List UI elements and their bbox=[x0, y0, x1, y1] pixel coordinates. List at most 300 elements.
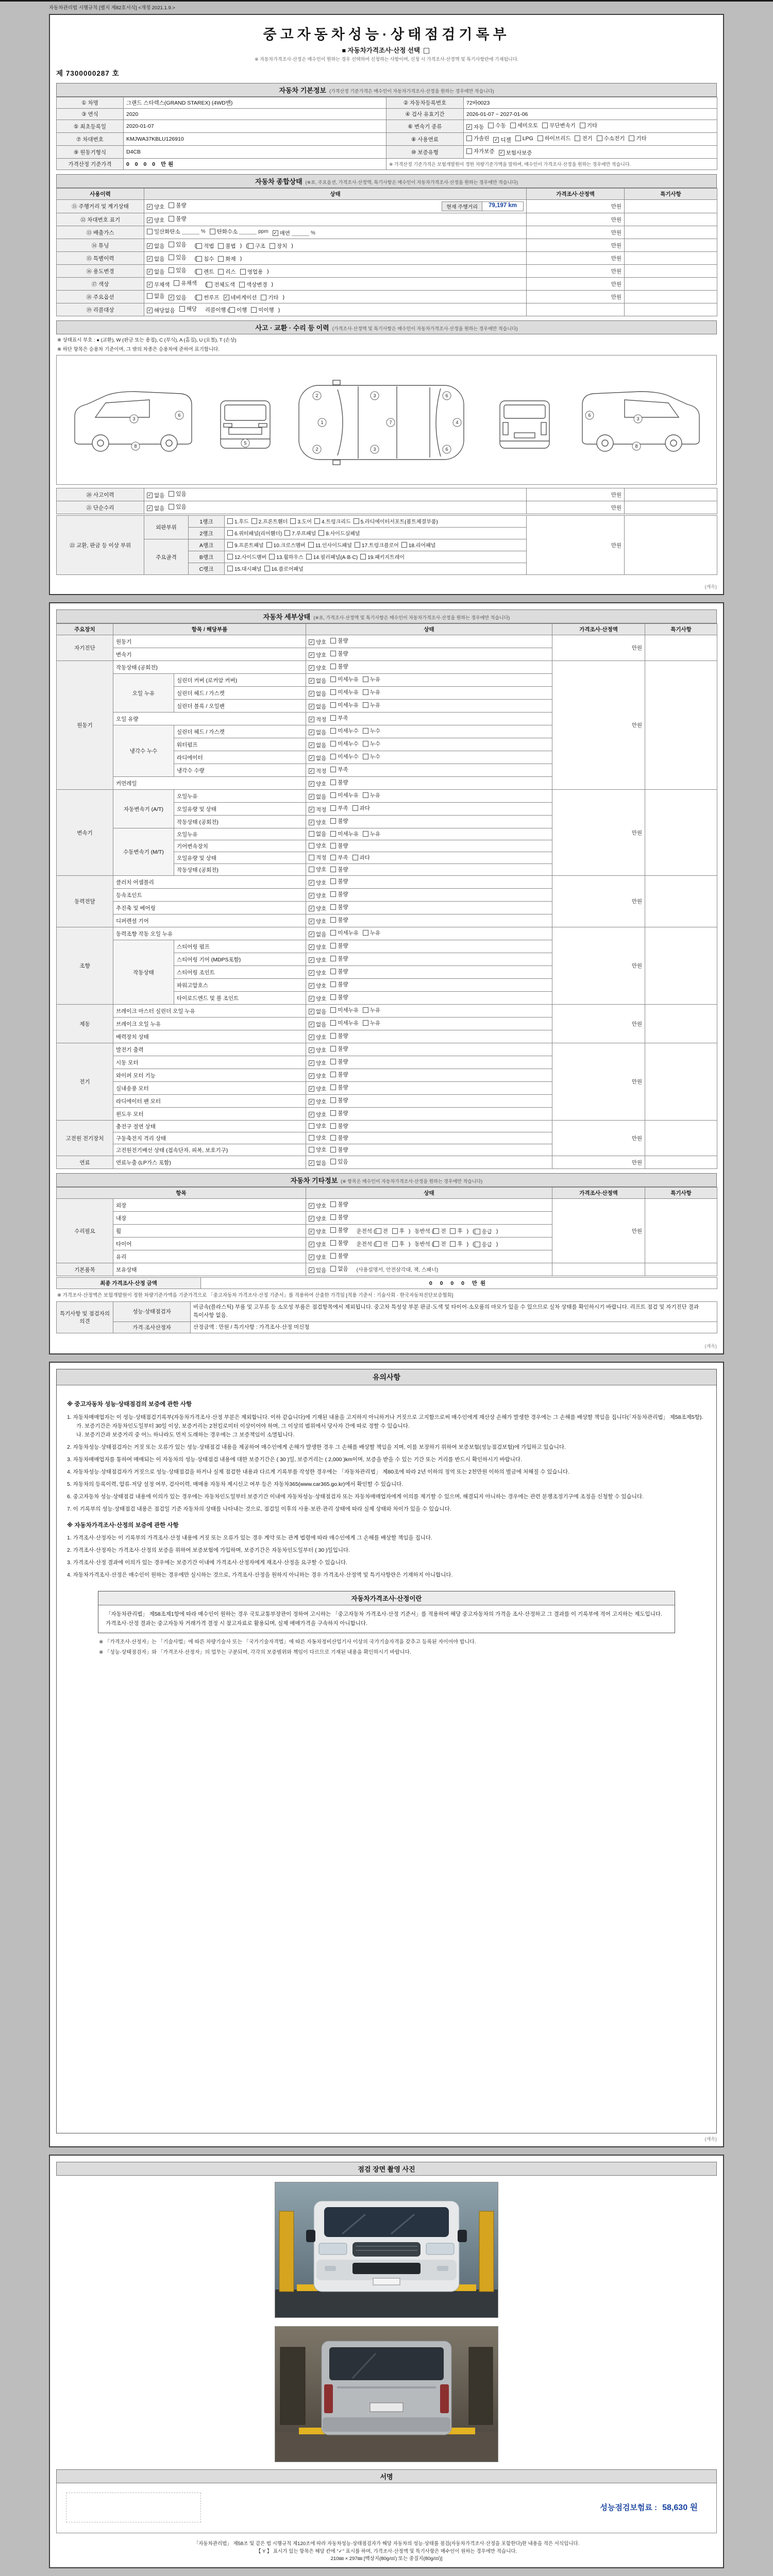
checkbox-mark bbox=[330, 943, 336, 948]
checkbox-미세누유[interactable] bbox=[330, 929, 359, 937]
state-cell bbox=[306, 840, 552, 852]
checkbox-label: 미세누수 bbox=[338, 741, 359, 747]
rank-items bbox=[225, 551, 527, 563]
checkbox-미세누수[interactable] bbox=[330, 740, 359, 748]
checkbox-label: 없음 bbox=[316, 704, 327, 710]
checkbox-미세누수[interactable] bbox=[330, 727, 359, 735]
checkbox-구조[interactable] bbox=[248, 242, 265, 250]
checkbox-일산화탄소[interactable] bbox=[147, 228, 206, 235]
checkbox-양호[interactable] bbox=[309, 1146, 326, 1154]
checkbox-mark bbox=[147, 229, 153, 234]
checkbox-누수[interactable] bbox=[363, 727, 380, 735]
checkbox-양호[interactable] bbox=[309, 866, 326, 873]
checkbox-label: 미이행 bbox=[258, 307, 274, 313]
checkbox-불량[interactable] bbox=[330, 663, 348, 670]
checkbox-누유[interactable] bbox=[363, 1006, 380, 1014]
checkbox-리스[interactable] bbox=[218, 268, 236, 276]
checkbox-이행[interactable] bbox=[229, 306, 247, 314]
checkbox-양호[interactable] bbox=[309, 664, 326, 672]
checkbox-불량[interactable] bbox=[169, 201, 186, 209]
checkbox-양호[interactable] bbox=[309, 1085, 326, 1093]
checkbox-유채색[interactable] bbox=[174, 279, 196, 287]
checkbox-미세누유[interactable] bbox=[330, 791, 359, 799]
checkbox-불량[interactable] bbox=[330, 1213, 348, 1221]
checkbox-불량[interactable] bbox=[330, 1071, 348, 1078]
checkbox-mark: ✓ bbox=[309, 1112, 314, 1117]
checkbox-양호[interactable] bbox=[309, 905, 326, 912]
checkbox-양호[interactable] bbox=[309, 1059, 326, 1067]
checkbox-미세누유[interactable] bbox=[330, 701, 359, 709]
checkbox-양호[interactable] bbox=[309, 956, 326, 964]
checkbox-미세누유[interactable] bbox=[330, 830, 359, 838]
checkbox-양호[interactable] bbox=[309, 995, 326, 1003]
checkbox-없음[interactable] bbox=[147, 492, 164, 499]
checkbox-13.휠하우스[interactable] bbox=[269, 553, 304, 561]
svg-text:6: 6 bbox=[588, 413, 591, 418]
checkbox-해당없음[interactable] bbox=[147, 307, 175, 314]
checkbox-미세누유[interactable] bbox=[330, 688, 359, 696]
checkbox-장치[interactable] bbox=[270, 242, 287, 250]
checkbox-하이브리드[interactable] bbox=[537, 134, 571, 142]
checkbox-있음[interactable] bbox=[169, 503, 186, 511]
checkbox-과다[interactable] bbox=[352, 854, 370, 861]
checkbox-없음[interactable] bbox=[309, 728, 326, 736]
checkbox-후[interactable] bbox=[450, 1240, 462, 1248]
checkbox-양호[interactable] bbox=[309, 1202, 326, 1210]
checkbox-양호[interactable] bbox=[147, 216, 164, 224]
checkbox-label: 1.후드 bbox=[234, 519, 249, 525]
checkbox-불량[interactable] bbox=[330, 890, 348, 898]
checkbox-양호[interactable] bbox=[309, 943, 326, 951]
checkbox-label: 불량 bbox=[338, 1046, 348, 1052]
note-cell bbox=[645, 635, 717, 661]
measure-unit: % bbox=[200, 229, 206, 234]
checkbox-적법[interactable] bbox=[196, 242, 214, 250]
checkbox-없음[interactable] bbox=[309, 1159, 326, 1167]
svg-text:6: 6 bbox=[445, 447, 448, 452]
checkbox-없음[interactable] bbox=[147, 268, 164, 276]
svg-text:3: 3 bbox=[132, 416, 136, 421]
checkbox-응급[interactable] bbox=[475, 1241, 492, 1248]
checkbox-label: 14.필러패널(A·B·C) bbox=[313, 555, 358, 561]
checkbox-없음[interactable] bbox=[147, 292, 164, 300]
checkbox-mark: ✓ bbox=[309, 931, 314, 937]
checkbox-누수[interactable] bbox=[363, 740, 380, 748]
checkbox-후[interactable] bbox=[392, 1227, 405, 1235]
checkbox-자동[interactable] bbox=[466, 123, 484, 131]
checkbox-8.사이드실패널[interactable] bbox=[318, 529, 360, 537]
checkbox-없음[interactable] bbox=[330, 1265, 348, 1273]
checkbox-불량[interactable] bbox=[330, 942, 348, 950]
checkbox-양호[interactable] bbox=[309, 1111, 326, 1118]
checkbox-누유[interactable] bbox=[363, 675, 380, 683]
checkbox-불량[interactable] bbox=[330, 1058, 348, 1065]
note-cell bbox=[645, 1156, 717, 1169]
checkbox-label: 누수 bbox=[369, 741, 381, 747]
checkbox-양호[interactable] bbox=[309, 842, 326, 850]
checkbox-누유[interactable] bbox=[363, 688, 380, 696]
checkbox-불량[interactable] bbox=[330, 842, 348, 850]
checkbox-매연[interactable] bbox=[273, 229, 315, 237]
appraiser-opinion: 산정금액 : 만원 / 특기사항 : 가격조사·산정 미신청 bbox=[191, 1321, 717, 1333]
checkbox-불량[interactable] bbox=[330, 968, 348, 975]
checkbox-불량[interactable] bbox=[330, 916, 348, 924]
checkbox-label: 디젤 bbox=[500, 137, 511, 143]
checkbox-적정[interactable] bbox=[309, 767, 326, 775]
checkbox-양호[interactable] bbox=[147, 203, 164, 211]
checkbox-mark bbox=[330, 1240, 336, 1246]
checkbox-4.트렁크리드[interactable] bbox=[314, 517, 351, 525]
checkbox-누유[interactable] bbox=[363, 701, 380, 709]
checkbox-label: 기타 bbox=[268, 294, 279, 301]
checkbox-mark: ✓ bbox=[309, 1267, 314, 1273]
checkbox-label: 불량 bbox=[338, 1097, 348, 1104]
checkbox-없음[interactable] bbox=[309, 677, 326, 685]
checkbox-없음[interactable] bbox=[309, 754, 326, 762]
page-1 bbox=[49, 14, 724, 595]
state-cell bbox=[306, 1005, 552, 1018]
checkbox-전[interactable] bbox=[376, 1240, 388, 1248]
checkbox-label: 있음 bbox=[176, 491, 187, 497]
checkbox-mark bbox=[450, 1241, 456, 1247]
notice-line: 4. 자동차가격조사·산정은 매수인이 원하는 경우에만 실시하는 것으로, 가격조사·산정을 원하지 아니하는 경우 가격조사·산정액 및 특기사항란은 기재하지 아니합니다. bbox=[67, 1572, 453, 1579]
checkbox-수동[interactable] bbox=[488, 122, 506, 129]
checkbox-mark bbox=[392, 1228, 398, 1234]
checkbox-18.리어패널[interactable] bbox=[401, 541, 436, 549]
checkbox-label: 양호 bbox=[316, 944, 327, 951]
device-group-label: 연료 bbox=[57, 1156, 113, 1169]
table-header-row bbox=[57, 624, 717, 635]
checkbox-적정[interactable] bbox=[309, 806, 326, 814]
checkbox-없음[interactable] bbox=[309, 690, 326, 698]
checkbox-무채색[interactable] bbox=[147, 281, 170, 289]
inspection-value: 2026-01-07 ~ 2027-01-06 bbox=[464, 109, 717, 120]
checkbox-기타[interactable] bbox=[629, 134, 646, 142]
checkbox-label: 누유 bbox=[369, 702, 381, 708]
checkbox-mark: ✓ bbox=[309, 1047, 314, 1053]
checkbox-부족[interactable] bbox=[330, 804, 348, 812]
state-cell bbox=[306, 1238, 552, 1250]
checkbox-mark bbox=[330, 689, 336, 695]
checkbox-mark bbox=[330, 994, 336, 1000]
checkbox-탄화수소[interactable] bbox=[210, 228, 268, 235]
checkbox-양호[interactable] bbox=[309, 982, 326, 990]
checkbox-6.쿼터패널(리어휀더)[interactable] bbox=[227, 529, 282, 537]
checkbox-17.트렁크플로어[interactable] bbox=[355, 541, 399, 549]
checkbox-양호[interactable] bbox=[309, 1215, 326, 1223]
checkbox-응급[interactable] bbox=[475, 1228, 492, 1235]
checkbox-불량[interactable] bbox=[330, 955, 348, 962]
checkbox-있음[interactable] bbox=[330, 1158, 348, 1165]
checkbox-불량[interactable] bbox=[330, 1096, 348, 1104]
checkbox-양호[interactable] bbox=[309, 1228, 326, 1235]
checkbox-양호[interactable] bbox=[309, 819, 326, 826]
checkbox-15.대시패널[interactable] bbox=[227, 565, 262, 572]
checkbox-적정[interactable] bbox=[309, 854, 326, 861]
checkbox-미이행[interactable] bbox=[251, 306, 274, 314]
checkbox-mark bbox=[510, 123, 516, 128]
price-cell: 만원 bbox=[552, 790, 645, 876]
checkbox-양호[interactable] bbox=[309, 1122, 326, 1130]
usage-item-label: ⑱ 주요옵션 bbox=[57, 291, 144, 303]
checkbox-양호[interactable] bbox=[309, 1241, 326, 1248]
checkbox-색상변경[interactable] bbox=[239, 281, 267, 289]
checkbox-적정[interactable] bbox=[309, 716, 326, 723]
checkbox-mark bbox=[270, 243, 275, 249]
checkbox-없음[interactable] bbox=[147, 242, 164, 250]
checkbox-mark: ✓ bbox=[467, 124, 472, 129]
checkbox-12.사이드멤버[interactable] bbox=[227, 553, 266, 561]
checkbox-양호[interactable] bbox=[309, 1046, 326, 1054]
checkbox-불량[interactable] bbox=[330, 980, 348, 988]
checkbox-누유[interactable] bbox=[363, 791, 380, 799]
checkbox-누유[interactable] bbox=[363, 1019, 380, 1027]
checkbox-누수[interactable] bbox=[363, 753, 380, 760]
checkbox-11.인사이드패널[interactable] bbox=[308, 541, 352, 549]
checkbox-무단변속기[interactable] bbox=[542, 122, 576, 129]
table-row bbox=[57, 1043, 717, 1056]
checkbox-mark bbox=[330, 1266, 336, 1272]
col-state: 상태 bbox=[306, 1188, 552, 1199]
checkbox-화재[interactable] bbox=[218, 255, 236, 263]
checkbox-mark: ✓ bbox=[309, 820, 314, 825]
state-cell bbox=[306, 648, 552, 661]
checkbox-양호[interactable] bbox=[309, 1072, 326, 1080]
checkbox-렌트[interactable] bbox=[196, 268, 214, 276]
price-cell: 만원 bbox=[552, 635, 645, 661]
checkbox-label: 3.도어 bbox=[297, 519, 312, 525]
col-usage: 사용이력 bbox=[57, 189, 144, 200]
checkbox-label: 없음 bbox=[154, 256, 165, 262]
price-cell: 만원 bbox=[552, 1199, 645, 1263]
checkbox-불량[interactable] bbox=[330, 817, 348, 825]
checkbox-디젤[interactable] bbox=[493, 136, 511, 144]
checkbox-없음[interactable] bbox=[309, 1021, 326, 1028]
signature-box[interactable] bbox=[66, 2493, 201, 2522]
checkbox-mark bbox=[218, 243, 224, 249]
checkbox-기타[interactable] bbox=[261, 294, 278, 301]
checkbox-불량[interactable] bbox=[330, 650, 348, 657]
table-row bbox=[57, 790, 717, 803]
checkbox-label: 미세누수 bbox=[338, 728, 359, 734]
checkbox-양호[interactable] bbox=[309, 879, 326, 887]
first-reg-label: ⑤ 최초등록일 bbox=[57, 120, 124, 133]
checkbox-침수[interactable] bbox=[196, 255, 214, 263]
checkbox-양호[interactable] bbox=[309, 1253, 326, 1261]
checkbox-있음[interactable] bbox=[169, 253, 186, 261]
price-cell: 만원 bbox=[552, 1156, 645, 1169]
state-cell bbox=[306, 790, 552, 803]
table-header-row bbox=[57, 1188, 717, 1199]
notice-line: 2. 가격조사·산정자는 가격조사·산정의 보증을 위하여 보증보험에 가입하며, 보증기간은 자동차인도일부터 ( 30 )일입니다. bbox=[67, 1547, 350, 1554]
checkbox-없음[interactable] bbox=[309, 830, 326, 838]
checkbox-불량[interactable] bbox=[330, 993, 348, 1001]
checkbox-label: 리스 bbox=[225, 268, 236, 275]
checkbox-가솔린[interactable] bbox=[466, 134, 489, 142]
option-cluster: ( 전체도색 색상변경 ) bbox=[205, 281, 274, 288]
checkbox-기타[interactable] bbox=[580, 122, 597, 129]
checkbox-있음[interactable] bbox=[169, 266, 186, 274]
checkbox-있음[interactable] bbox=[169, 241, 186, 248]
checkbox-불량[interactable] bbox=[169, 215, 186, 223]
checkbox-label: LPG bbox=[522, 135, 533, 142]
checkbox-불량[interactable] bbox=[330, 1200, 348, 1208]
checkbox-있음[interactable] bbox=[169, 294, 186, 301]
checkbox-누유[interactable] bbox=[363, 929, 380, 937]
checkbox-양호[interactable] bbox=[309, 1098, 326, 1106]
checkbox-전체도색[interactable] bbox=[207, 281, 235, 289]
checkbox-label: 불량 bbox=[338, 651, 348, 657]
checkbox-label: 수동 bbox=[495, 123, 506, 129]
checkbox-10.크로스멤버[interactable] bbox=[266, 541, 306, 549]
checkbox-누유[interactable] bbox=[363, 830, 380, 838]
checkbox-세미오토[interactable] bbox=[510, 122, 539, 129]
checkbox-양호[interactable] bbox=[309, 1134, 326, 1142]
checkbox-부족[interactable] bbox=[330, 766, 348, 773]
checkbox-자가보증[interactable] bbox=[466, 147, 495, 155]
checkbox-불량[interactable] bbox=[330, 866, 348, 873]
checkbox-불량[interactable] bbox=[330, 1134, 348, 1142]
checkbox-label: 있음 bbox=[176, 255, 187, 261]
checkbox-과다[interactable] bbox=[352, 804, 370, 812]
checkbox-양호[interactable] bbox=[309, 969, 326, 977]
table-row bbox=[57, 109, 717, 120]
checkbox-label: 매연 bbox=[279, 230, 290, 236]
checkbox-mark: ✓ bbox=[309, 1229, 314, 1234]
device-group-label: 고전원 전기장치 bbox=[57, 1121, 113, 1156]
checkbox-mark bbox=[363, 1020, 368, 1026]
checkbox-2.프론트휀더[interactable] bbox=[251, 517, 288, 525]
checkbox-mark bbox=[330, 715, 336, 721]
checkbox-불법[interactable] bbox=[218, 242, 236, 250]
checkbox-label: 있음 bbox=[176, 242, 187, 248]
checkbox-썬루프[interactable] bbox=[196, 294, 219, 301]
checkbox-7.루프패널[interactable] bbox=[284, 529, 316, 537]
state-cell bbox=[144, 501, 527, 514]
checkbox-label: 양호 bbox=[154, 217, 165, 224]
diagram-marker-3 bbox=[371, 392, 379, 400]
checkbox-mark bbox=[401, 542, 407, 548]
checkbox-전기[interactable] bbox=[575, 134, 592, 142]
checkbox-없음[interactable] bbox=[309, 930, 326, 938]
checkbox-후[interactable] bbox=[450, 1227, 462, 1235]
checkbox-영업용[interactable] bbox=[240, 268, 263, 276]
checkbox-없음[interactable] bbox=[147, 504, 164, 512]
checkbox-불량[interactable] bbox=[330, 1122, 348, 1130]
checkbox-양호[interactable] bbox=[309, 780, 326, 788]
checkbox-전[interactable] bbox=[376, 1227, 388, 1235]
checkbox-19.패키지트레이[interactable] bbox=[360, 553, 405, 561]
checkbox-label: 없음 bbox=[316, 691, 327, 697]
checkbox-label: 없음 bbox=[316, 678, 327, 684]
checkbox-양호[interactable] bbox=[309, 1033, 326, 1041]
checkbox-16.플로어패널[interactable] bbox=[264, 565, 304, 572]
checkbox-있음[interactable] bbox=[309, 1266, 326, 1274]
checkbox-있음[interactable] bbox=[169, 490, 186, 498]
checkbox-14.필러패널(A·B·C)[interactable] bbox=[306, 553, 358, 561]
state-cell bbox=[306, 738, 552, 751]
checkbox-불량[interactable] bbox=[330, 877, 348, 885]
checkbox-전[interactable] bbox=[433, 1240, 446, 1248]
checkbox-양호[interactable] bbox=[309, 918, 326, 925]
rank-label: 2랭크 bbox=[189, 528, 225, 539]
price-basis-note: ※ 가격조사·산정액은 보험개발원이 정한 차량기준가액을 기준가격으로 「중고자동차 가격조사·산정 기준서」를 적용하여 산출한 가격임 [적용 기준서 : 기술사회 · 한국자동차진단보증협회] bbox=[57, 1293, 453, 1298]
checkbox-후[interactable] bbox=[392, 1240, 405, 1248]
measure-unit: ppm bbox=[258, 229, 268, 234]
checkbox-9.프론트패널[interactable] bbox=[227, 541, 264, 549]
accident-history-table bbox=[56, 488, 717, 514]
checkbox-양호[interactable] bbox=[309, 651, 326, 659]
checkbox-5.라디에이터서포트(볼트체결부품)[interactable] bbox=[354, 517, 438, 525]
state-cell bbox=[306, 864, 552, 876]
form-footer bbox=[56, 2540, 717, 2563]
checkbox-부족[interactable] bbox=[330, 714, 348, 722]
checkbox-없음[interactable] bbox=[309, 1008, 326, 1015]
checkbox-불량[interactable] bbox=[330, 637, 348, 645]
checkbox-양호[interactable] bbox=[309, 638, 326, 646]
checkbox-mark bbox=[174, 280, 179, 286]
col-device: 주요장치 bbox=[57, 624, 113, 635]
checkbox-전[interactable] bbox=[433, 1227, 446, 1235]
checkbox-mark: ✓ bbox=[309, 794, 314, 799]
checkbox-보험사보증[interactable] bbox=[499, 149, 532, 157]
checkbox-네비게이션[interactable] bbox=[224, 294, 257, 301]
checkbox-없음[interactable] bbox=[309, 793, 326, 801]
checkbox-해당[interactable] bbox=[179, 305, 197, 313]
checkbox-3.도어[interactable] bbox=[290, 517, 312, 525]
cluster-label: 동반석 bbox=[414, 1228, 430, 1234]
checkbox-없음[interactable] bbox=[147, 255, 164, 263]
checkbox-미세누유[interactable] bbox=[330, 1019, 359, 1027]
notice-line: ※ 중고자동차 성능·상태점검의 보증에 관한 사항 bbox=[67, 1401, 192, 1408]
checkbox-불량[interactable] bbox=[330, 1045, 348, 1053]
checkbox-불량[interactable] bbox=[330, 1083, 348, 1091]
checkbox-불량[interactable] bbox=[330, 1239, 348, 1247]
checkbox-mark: ✓ bbox=[309, 691, 314, 696]
checkbox-mark: ✓ bbox=[499, 150, 503, 155]
checkbox-미세누유[interactable] bbox=[330, 675, 359, 683]
checkbox-mark bbox=[309, 867, 314, 872]
checkbox-불량[interactable] bbox=[330, 778, 348, 786]
checkbox-부족[interactable] bbox=[330, 854, 348, 861]
checkbox-수소전기[interactable] bbox=[597, 134, 625, 142]
page-3 bbox=[49, 1362, 724, 2147]
checkbox-label: 부족 bbox=[338, 767, 348, 773]
checkbox-미세누수[interactable] bbox=[330, 753, 359, 760]
checkbox-양호[interactable] bbox=[309, 892, 326, 900]
page-continue-mark: (계속) bbox=[704, 1344, 717, 1349]
usage-item-label: ⑲ 리콜대상 bbox=[57, 303, 144, 316]
checkbox-mark: ✓ bbox=[147, 505, 152, 511]
device-item-label: 라디에이터 bbox=[174, 751, 306, 764]
price-survey-select-checkbox[interactable] bbox=[424, 48, 429, 54]
state-cell bbox=[306, 1156, 552, 1169]
checkbox-미세누유[interactable] bbox=[330, 1006, 359, 1014]
checkbox-불량[interactable] bbox=[330, 1146, 348, 1154]
checkbox-불량[interactable] bbox=[330, 1032, 348, 1040]
checkbox-불량[interactable] bbox=[330, 1226, 348, 1234]
checkbox-불량[interactable] bbox=[330, 903, 348, 911]
checkbox-label: 미세누유 bbox=[338, 792, 359, 799]
checkbox-LPG[interactable] bbox=[515, 135, 533, 142]
car-name-value: 그랜드 스타렉스(GRAND STAREX) (4WD밴) bbox=[124, 97, 386, 109]
checkbox-1.후드[interactable] bbox=[227, 517, 249, 525]
checkbox-불량[interactable] bbox=[330, 1109, 348, 1117]
checkbox-label: 양호 bbox=[316, 996, 327, 1002]
checkbox-없음[interactable] bbox=[309, 741, 326, 749]
checkbox-불량[interactable] bbox=[330, 1252, 348, 1260]
checkbox-없음[interactable] bbox=[309, 703, 326, 710]
